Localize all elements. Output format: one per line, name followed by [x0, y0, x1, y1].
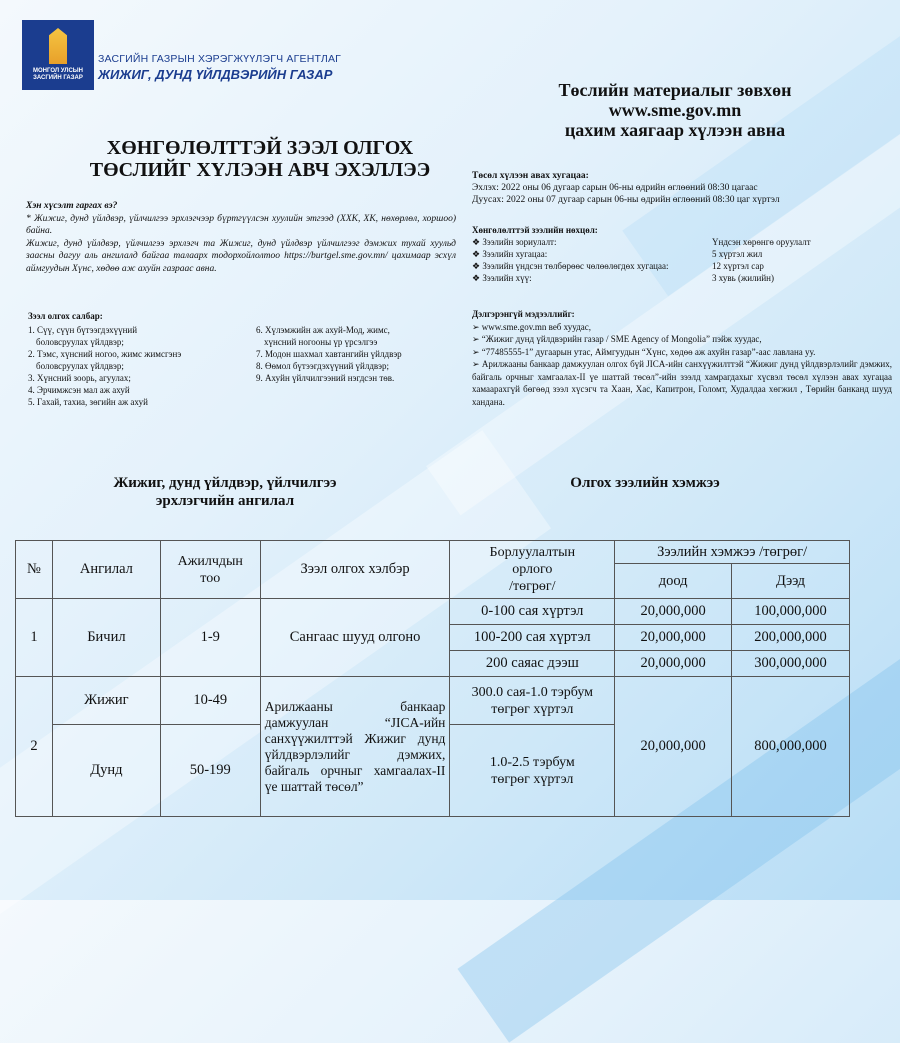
cell-max: 200,000,000 — [732, 625, 850, 651]
cell-category: Дунд — [52, 725, 160, 817]
header-sales: Борлуулалтын орлого /төгрөг/ — [450, 541, 615, 599]
header-loan-form: Зээл олгох хэлбэр — [260, 541, 450, 599]
condition-row: ❖ Зээлийн хүү: 3 хувь (жилийн) — [472, 273, 774, 283]
deadline-start: Эхлэх: 2022 оны 06 дугаар сарын 06-ны өдрийн өглөөний 08:30 цагаас — [472, 183, 758, 193]
eligibility-question: Хэн хүсэлт гаргах вэ? — [26, 201, 118, 211]
cell-max: 100,000,000 — [732, 599, 850, 625]
cell-loan-form: Арилжааны банкаар дамжуулан “JICA-ийн санхүүжилттэй Жижиг дунд үйлдвэрлэлийг дэмжих, байгаль орчныг хамгаалах-II үе шаттай төсөл” — [260, 677, 450, 817]
deadline-label: Төсөл хүлээн авах хугацаа: — [472, 171, 589, 181]
cell-category: Бичил — [52, 599, 160, 677]
cell-min: 20,000,000 — [615, 677, 732, 817]
eligibility-paragraph-1: * Жижиг, дунд үйлдвэр, үйлчилгээ эрхлэгчээр бүртгүүлсэн хуулийн этгээд (ХХК, ХК, нөхөрлөл, хоршоо) байна. — [26, 213, 456, 236]
eligibility-section — [26, 200, 456, 275]
info-item-phone: ➢ “77485555-1” дугаарын утас, Аймгуудын “Хүнс, хөдөө аж ахуйн газар”-аас лавлана уу. — [472, 346, 816, 357]
loan-sectors-section — [28, 310, 468, 408]
cell-category: Жижиг — [52, 677, 160, 725]
list-item: 8. Өөмол бүтээгдэхүүний үйлдвэр; — [256, 361, 390, 371]
list-item: 5. Гахай, тахиа, зөгийн аж ахуй — [28, 397, 148, 407]
header-loan-amount: Зээлийн хэмжээ /төгрөг/ — [615, 541, 850, 564]
soyombo-icon — [49, 28, 67, 64]
emblem-text-line-2: ЗАСГИЙН ГАЗАР — [33, 75, 83, 81]
info-note-jica: ➢ Арилжааны банкаар дамжуулан олгох бүй JICA-ийн санхүүжилттэй “Жижиг дунд үйлдвэрлэлийг дэмжих, байгаль орчныг хамгаалах-II үе шаттай төсөл”-ийн зээлд хамрагдахыг хүсвэл төсөл хүлээн авах хугацаа хамаарахгүй бөгөөд зээл хүсэгч та Хаан, Хас, Капитрон, Голомт, Худалдаа хөгжил , Төрийн банканд шууд хандана. — [472, 359, 892, 407]
list-item: боловсруулах үйлдвэр; — [36, 361, 124, 371]
classification-title: Жижиг, дунд үйлдвэр, үйлчилгээ эрхлэгчийн ангилал — [113, 475, 337, 509]
table-row — [16, 599, 850, 625]
cell-no: 1 — [16, 599, 53, 677]
list-item: 7. Модон шахмал хавтангийн үйлдвэр — [256, 349, 402, 359]
cell-sales: 1.0-2.5 тэрбум төгрөг хүртэл — [450, 725, 615, 817]
cell-sales: 300.0 сая-1.0 тэрбум төгрөг хүртэл — [450, 677, 615, 725]
condition-row: ❖ Зээлийн үндсэн төлбөрөөс чөлөөлөгдөх хугацаа: 12 хүртэл сар — [472, 261, 764, 271]
cell-loan-form: Сангаас шууд олгоно — [260, 599, 450, 677]
table-header-row — [16, 541, 850, 564]
loan-classification-table — [15, 540, 850, 817]
cell-sales: 100-200 сая хүртэл — [450, 625, 615, 651]
loan-conditions-section — [472, 224, 892, 284]
list-item: 1. Сүү, сүүн бүтээгдэхүүний — [28, 325, 138, 335]
deadline-end: Дуусах: 2022 оны 07 дугаар сарын 06-ны өдрийн өглөөний 08:30 цаг хүртэл — [472, 195, 780, 205]
submission-notice-title: Төслийн материалыг зөвхөн www.sme.gov.mn цахим хаягаар хүлээн авна — [490, 80, 860, 140]
more-info-section — [472, 308, 892, 408]
header-category: Ангилал — [52, 541, 160, 599]
emblem-text-line-1: МОНГОЛ УЛСЫН — [33, 68, 83, 74]
cell-max: 800,000,000 — [732, 677, 850, 817]
header-no: № — [16, 541, 53, 599]
cell-employees: 50-199 — [160, 725, 260, 817]
cell-employees: 1-9 — [160, 599, 260, 677]
sectors-list-right — [256, 324, 466, 408]
table-row — [16, 677, 850, 725]
cell-employees: 10-49 — [160, 677, 260, 725]
agency-subtitle: ЗАСГИЙН ГАЗРЫН ХЭРЭГЖҮҮЛЭГЧ АГЕНТЛАГ — [98, 53, 342, 65]
condition-row: ❖ Зээлийн зориулалт: Үндсэн хөрөнгө оруулалт — [472, 237, 811, 247]
sectors-label: Зээл олгох салбар: — [28, 311, 103, 321]
website-link[interactable]: www.sme.gov.mn — [608, 100, 742, 120]
list-item: боловсруулах үйлдвэр; — [36, 337, 124, 347]
header-employees: Ажилчдын тоо — [160, 541, 260, 599]
cell-max: 300,000,000 — [732, 651, 850, 677]
cell-min: 20,000,000 — [615, 625, 732, 651]
info-label: Дэлгэрэнгүй мэдээллийг: — [472, 309, 575, 319]
agency-name: ЖИЖИГ, ДУНД ҮЙЛДВЭРИЙН ГАЗАР — [98, 67, 333, 82]
cell-sales: 0-100 сая хүртэл — [450, 599, 615, 625]
loan-amount-title: Олгох зээлийн хэмжээ — [570, 475, 720, 491]
cell-min: 20,000,000 — [615, 599, 732, 625]
cell-sales: 200 саяас дээш — [450, 651, 615, 677]
info-item-facebook: ➢ “Жижиг дунд үйлдвэрийн газар / SME Agency of Mongolia” пэйж хуудас, — [472, 334, 762, 344]
cell-no: 2 — [16, 677, 53, 817]
list-item: 6. Хүлэмжийн аж ахуй-Мод, жимс, — [256, 325, 390, 335]
list-item: 2. Тэмс, хүнсний ногоо, жимс жимсгэнэ — [28, 349, 182, 359]
list-item: 4. Эрчимжсэн мал аж ахуй — [28, 385, 130, 395]
deadline-section — [472, 170, 892, 206]
list-item: хүнсний ногооны үр үрсэлгээ — [264, 337, 378, 347]
list-item: 3. Хүнсний зоорь, агуулах; — [28, 373, 131, 383]
info-item-website[interactable]: ➢ www.sme.gov.mn веб хуудас, — [472, 321, 592, 332]
list-item: 9. Ахуйн үйлчилгээний нэгдсэн төв. — [256, 373, 395, 383]
sectors-list-left — [28, 324, 256, 408]
conditions-label: Хөнгөлөлттэй зээлийн нөхцөл: — [472, 225, 598, 235]
header-max: Дээд — [732, 564, 850, 599]
header-min: доод — [615, 564, 732, 599]
government-emblem-logo — [22, 20, 94, 90]
main-title: ХӨНГӨЛӨЛТТЭЙ ЗЭЭЛ ОЛГОХ ТӨСЛИЙГ ХҮЛЭЭН АВЧ ЭХЭЛЛЭЭ — [89, 137, 431, 181]
cell-min: 20,000,000 — [615, 651, 732, 677]
condition-row: ❖ Зээлийн хугацаа: 5 хүртэл жил — [472, 249, 763, 259]
eligibility-paragraph-2: Жижиг, дунд үйлдвэр, үйлчилгээ эрхлэгч та Жижиг, дунд үйлдвэр үйлчилгээг дэмжих тухай хуульд заасны дагуу аль ангилалд байгаа талаарх тодорхойлолтоо https://burtgel.sme.gov.mn/ цахимаар эсхүл аймгуудын Хүнс, хөдөө аж ахуйн газраас авна. — [26, 238, 456, 274]
